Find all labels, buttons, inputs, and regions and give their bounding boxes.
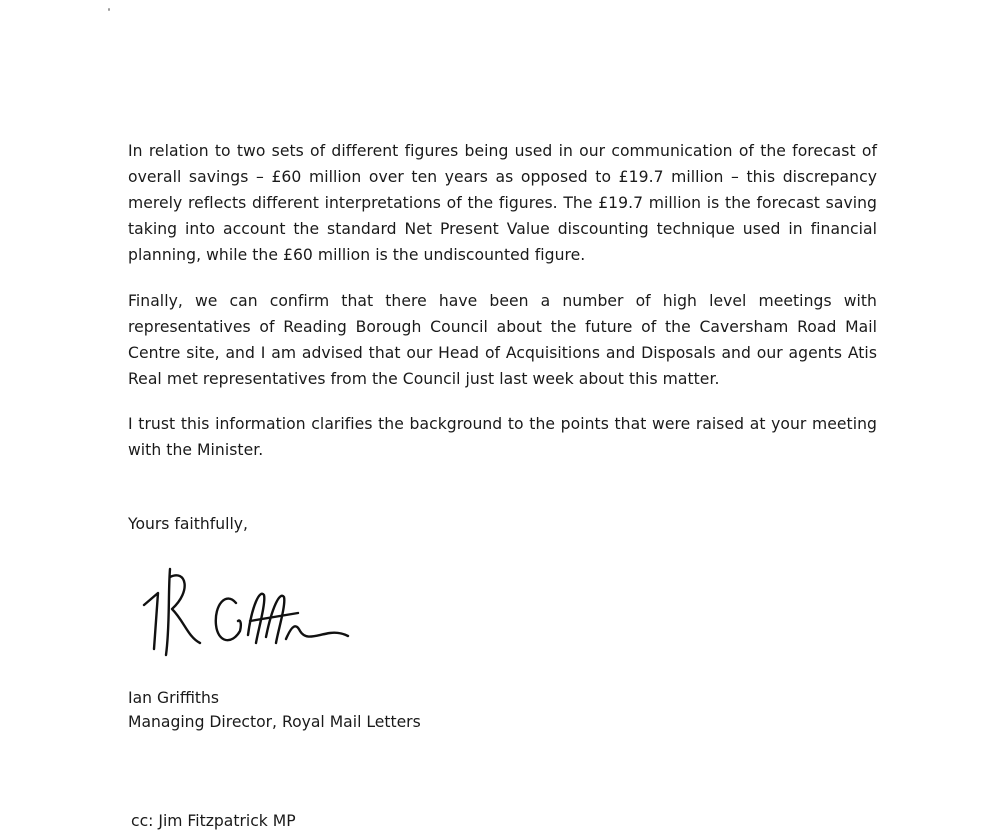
paragraph-council-meetings: Finally, we can confirm that there have been a number of high level meetings with representatives of Reading Borough Council about the future of the Caversham Road Mail Centre site, and I am advised that our Head of Acquisitions and Disposals and our agents Atis Real met representatives from the Council just last week about this matter. xyxy=(128,292,877,388)
signatory-name: Ian Griffiths xyxy=(128,689,220,707)
cc-line: cc: Jim Fitzpatrick MP xyxy=(131,812,296,830)
paragraph-savings-figures: In relation to two sets of different figures being used in our communication of the forecast of overall savings – £60 million over ten years as opposed to £19.7 million – this discrepancy merely reflects different interpretations of the figures. The £19.7 million is the forecast saving taking into account the standard Net Present Value discounting technique used in financial planning, while the £60 million is the undiscounted figure. xyxy=(128,142,877,264)
handwritten-signature xyxy=(140,565,350,660)
scan-speck xyxy=(108,8,110,11)
closing-salutation: Yours faithfully, xyxy=(128,515,248,533)
signatory-title: Managing Director, Royal Mail Letters xyxy=(128,713,421,731)
paragraph-trust-clarifies: I trust this information clarifies the background to the points that were raised at your meeting with the Minister. xyxy=(128,415,877,459)
